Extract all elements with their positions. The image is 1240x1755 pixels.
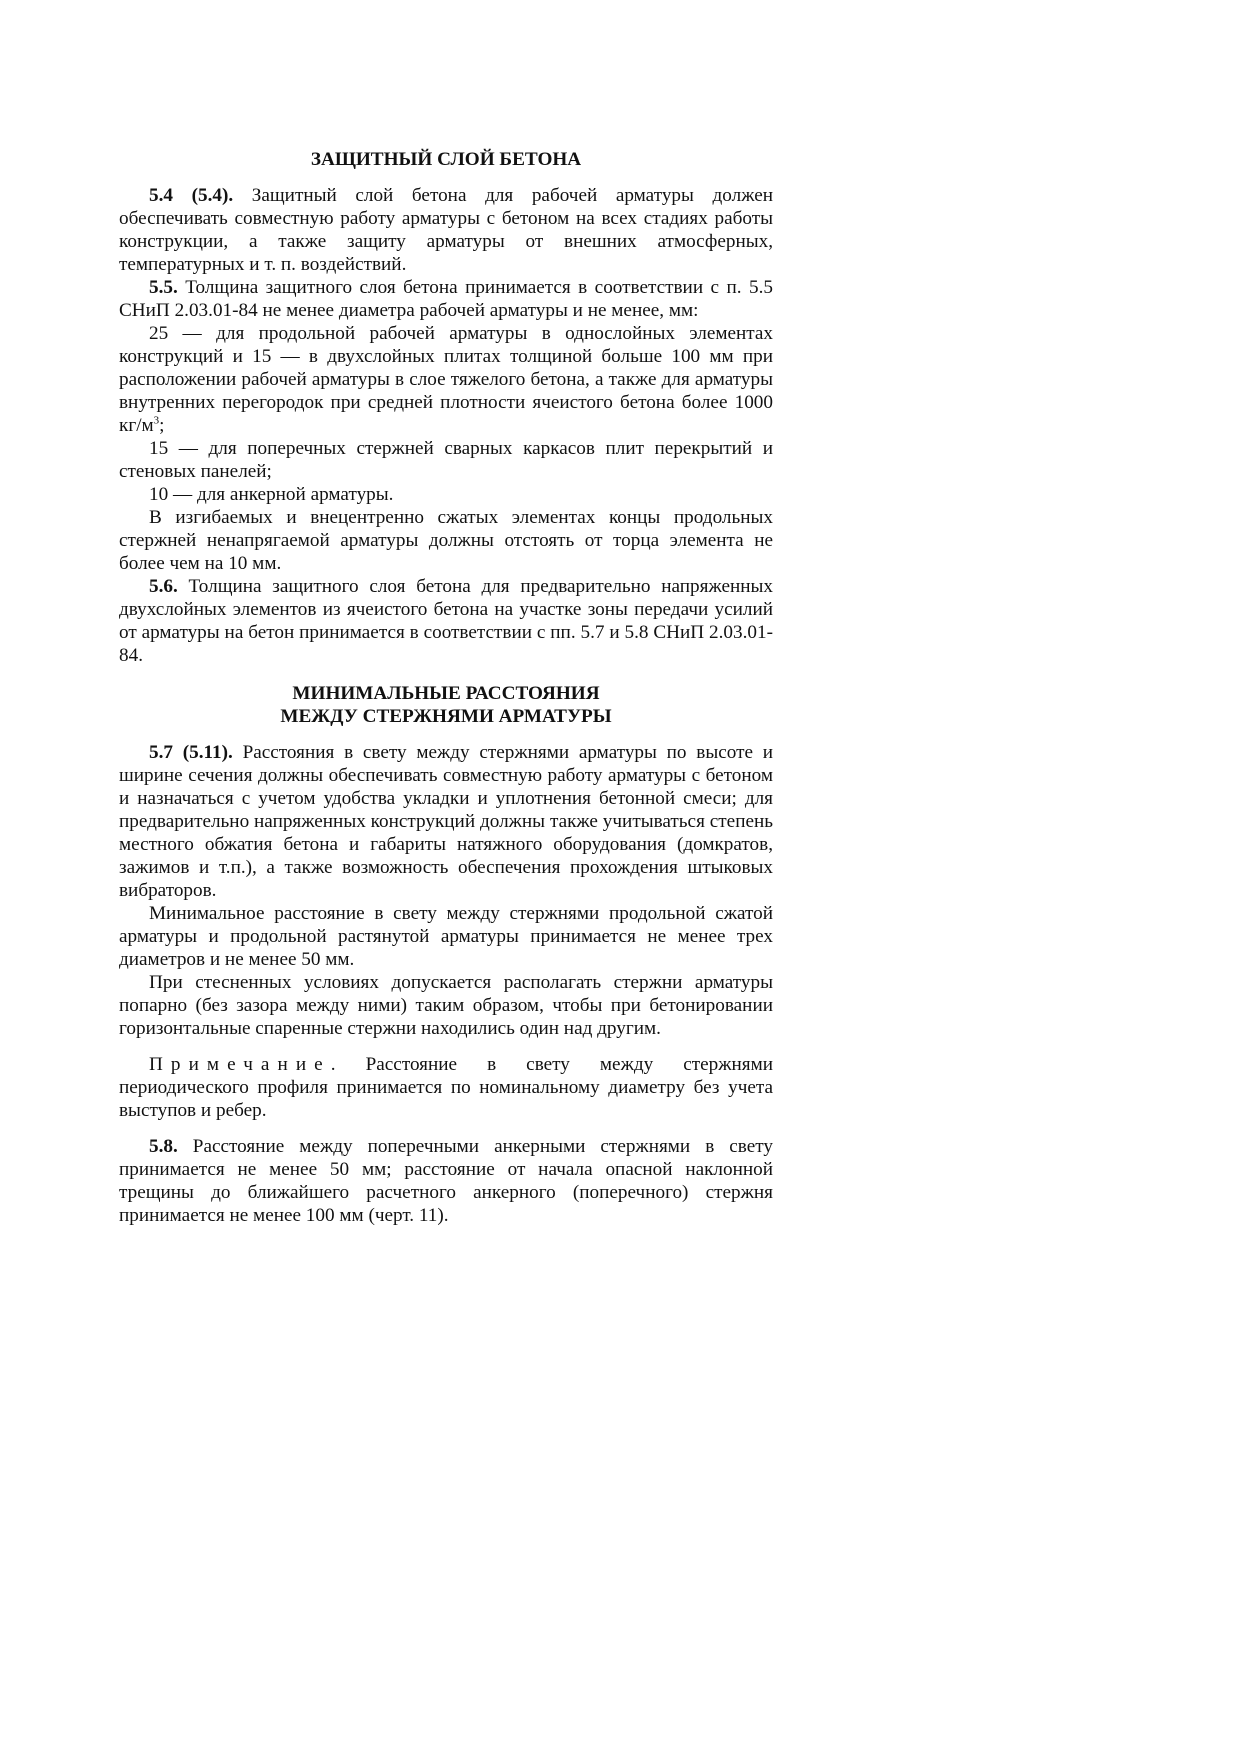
paragraph-5-4: [119, 184, 773, 276]
paragraph-25mm: [119, 322, 773, 437]
clause-number: 5.5.: [149, 277, 178, 298]
title-line-1: МИНИМАЛЬНЫЕ РАССТОЯНИЯ: [292, 683, 600, 704]
paragraph-5-6: [119, 575, 773, 667]
clause-number: 5.7 (5.11).: [149, 742, 233, 763]
paragraph-text: Толщина защитного слоя бетона принимается в соответствии с п. 5.5 СНиП 2.03.01-84 не менее диаметра рабочей арматуры и не менее, мм:: [119, 277, 773, 321]
paragraph-text: Расстояния в свету между стержнями арматуры по высоте и ширине сечения должны обеспечивать совместную работу арматуры с бетоном и назначаться с учетом удобства укладки и уплотнения бетонной смеси; для предварительно напряженных конструкций должны также учитываться степень местного обжатия бетона и габариты натяжного оборудования (домкратов, зажимов и т.п.), а также возможность обеспечения прохождения штыковых вибраторов.: [119, 742, 773, 901]
note-label: Примечание: [149, 1054, 331, 1075]
paragraph-rod-ends: В изгибаемых и внецентренно сжатых элементах концы продольных стержней ненапрягаемой арматуры должны отстоять от торца элемента не более чем на 10 мм.: [119, 507, 773, 574]
clause-number: 5.4 (5.4).: [149, 185, 234, 206]
paragraph-text: Толщина защитного слоя бетона для предварительно напряженных двухслойных элементов из ячеистого бетона на участке зоны передачи усилий от арматуры на бетон принимается в соответствии с пп. 5.7 и 5.8 СНиП 2.03.01-84.: [119, 576, 773, 666]
note-text: . Расстояние в свету между стержнями периодического профиля принимается по номинальному диаметру без учета выступов и ребер.: [119, 1054, 773, 1121]
paragraph-min-distance: Минимальное расстояние в свету между стержнями продольной сжатой арматуры и продольной растянутой арматуры принимается не менее трех диаметров и не менее 50 мм.: [119, 903, 773, 970]
paragraph-5-8: [119, 1135, 773, 1227]
title-line-2: МЕЖДУ СТЕРЖНЯМИ АРМАТУРЫ: [280, 706, 612, 727]
paragraph-5-5: [119, 276, 773, 322]
paragraph-10mm: 10 — для анкерной арматуры.: [149, 484, 394, 505]
paragraph-tight-conditions: При стесненных условиях допускается располагать стержни арматуры попарно (без зазора между ними) таким образом, чтобы при бетонировании горизонтальные спаренные стержни находились один над другим.: [119, 972, 773, 1039]
paragraph-5-7: [119, 741, 773, 902]
paragraph-text: 25 — для продольной рабочей арматуры в однослойных элементах конструкций и 15 — в двухслойных плитах толщиной больше 100 мм при расположении рабочей арматуры в слое тяжелого бетона, а также для арматуры внутренних перегородок при средней плотности ячеистого бетона более 1000 кг/м: [119, 323, 773, 436]
paragraph-end: ;: [159, 415, 165, 436]
text-column: [119, 148, 773, 1227]
section-title-protective-layer: ЗАЩИТНЫЙ СЛОЙ БЕТОНА: [310, 149, 582, 170]
clause-number: 5.6.: [149, 576, 178, 597]
section-title-min-distances: [119, 682, 773, 728]
paragraph-text: Защитный слой бетона для рабочей арматуры должен обеспечивать совместную работу арматуры с бетоном на всех стадиях работы конструкции, а также защиту арматуры от внешних атмосферных, температурных и т. п. воздействий.: [119, 185, 773, 275]
clause-number: 5.8.: [149, 1136, 178, 1157]
superscript: 3: [153, 414, 160, 427]
note-paragraph: [119, 1053, 773, 1122]
paragraph-15mm: 15 — для поперечных стержней сварных каркасов плит перекрытий и стеновых панелей;: [119, 438, 773, 482]
paragraph-text: Расстояние между поперечными анкерными стержнями в свету принимается не менее 50 мм; расстояние от начала опасной наклонной трещины до ближайшего расчетного анкерного (поперечного) стержня принимается не менее 100 мм (черт. 11).: [119, 1136, 773, 1226]
